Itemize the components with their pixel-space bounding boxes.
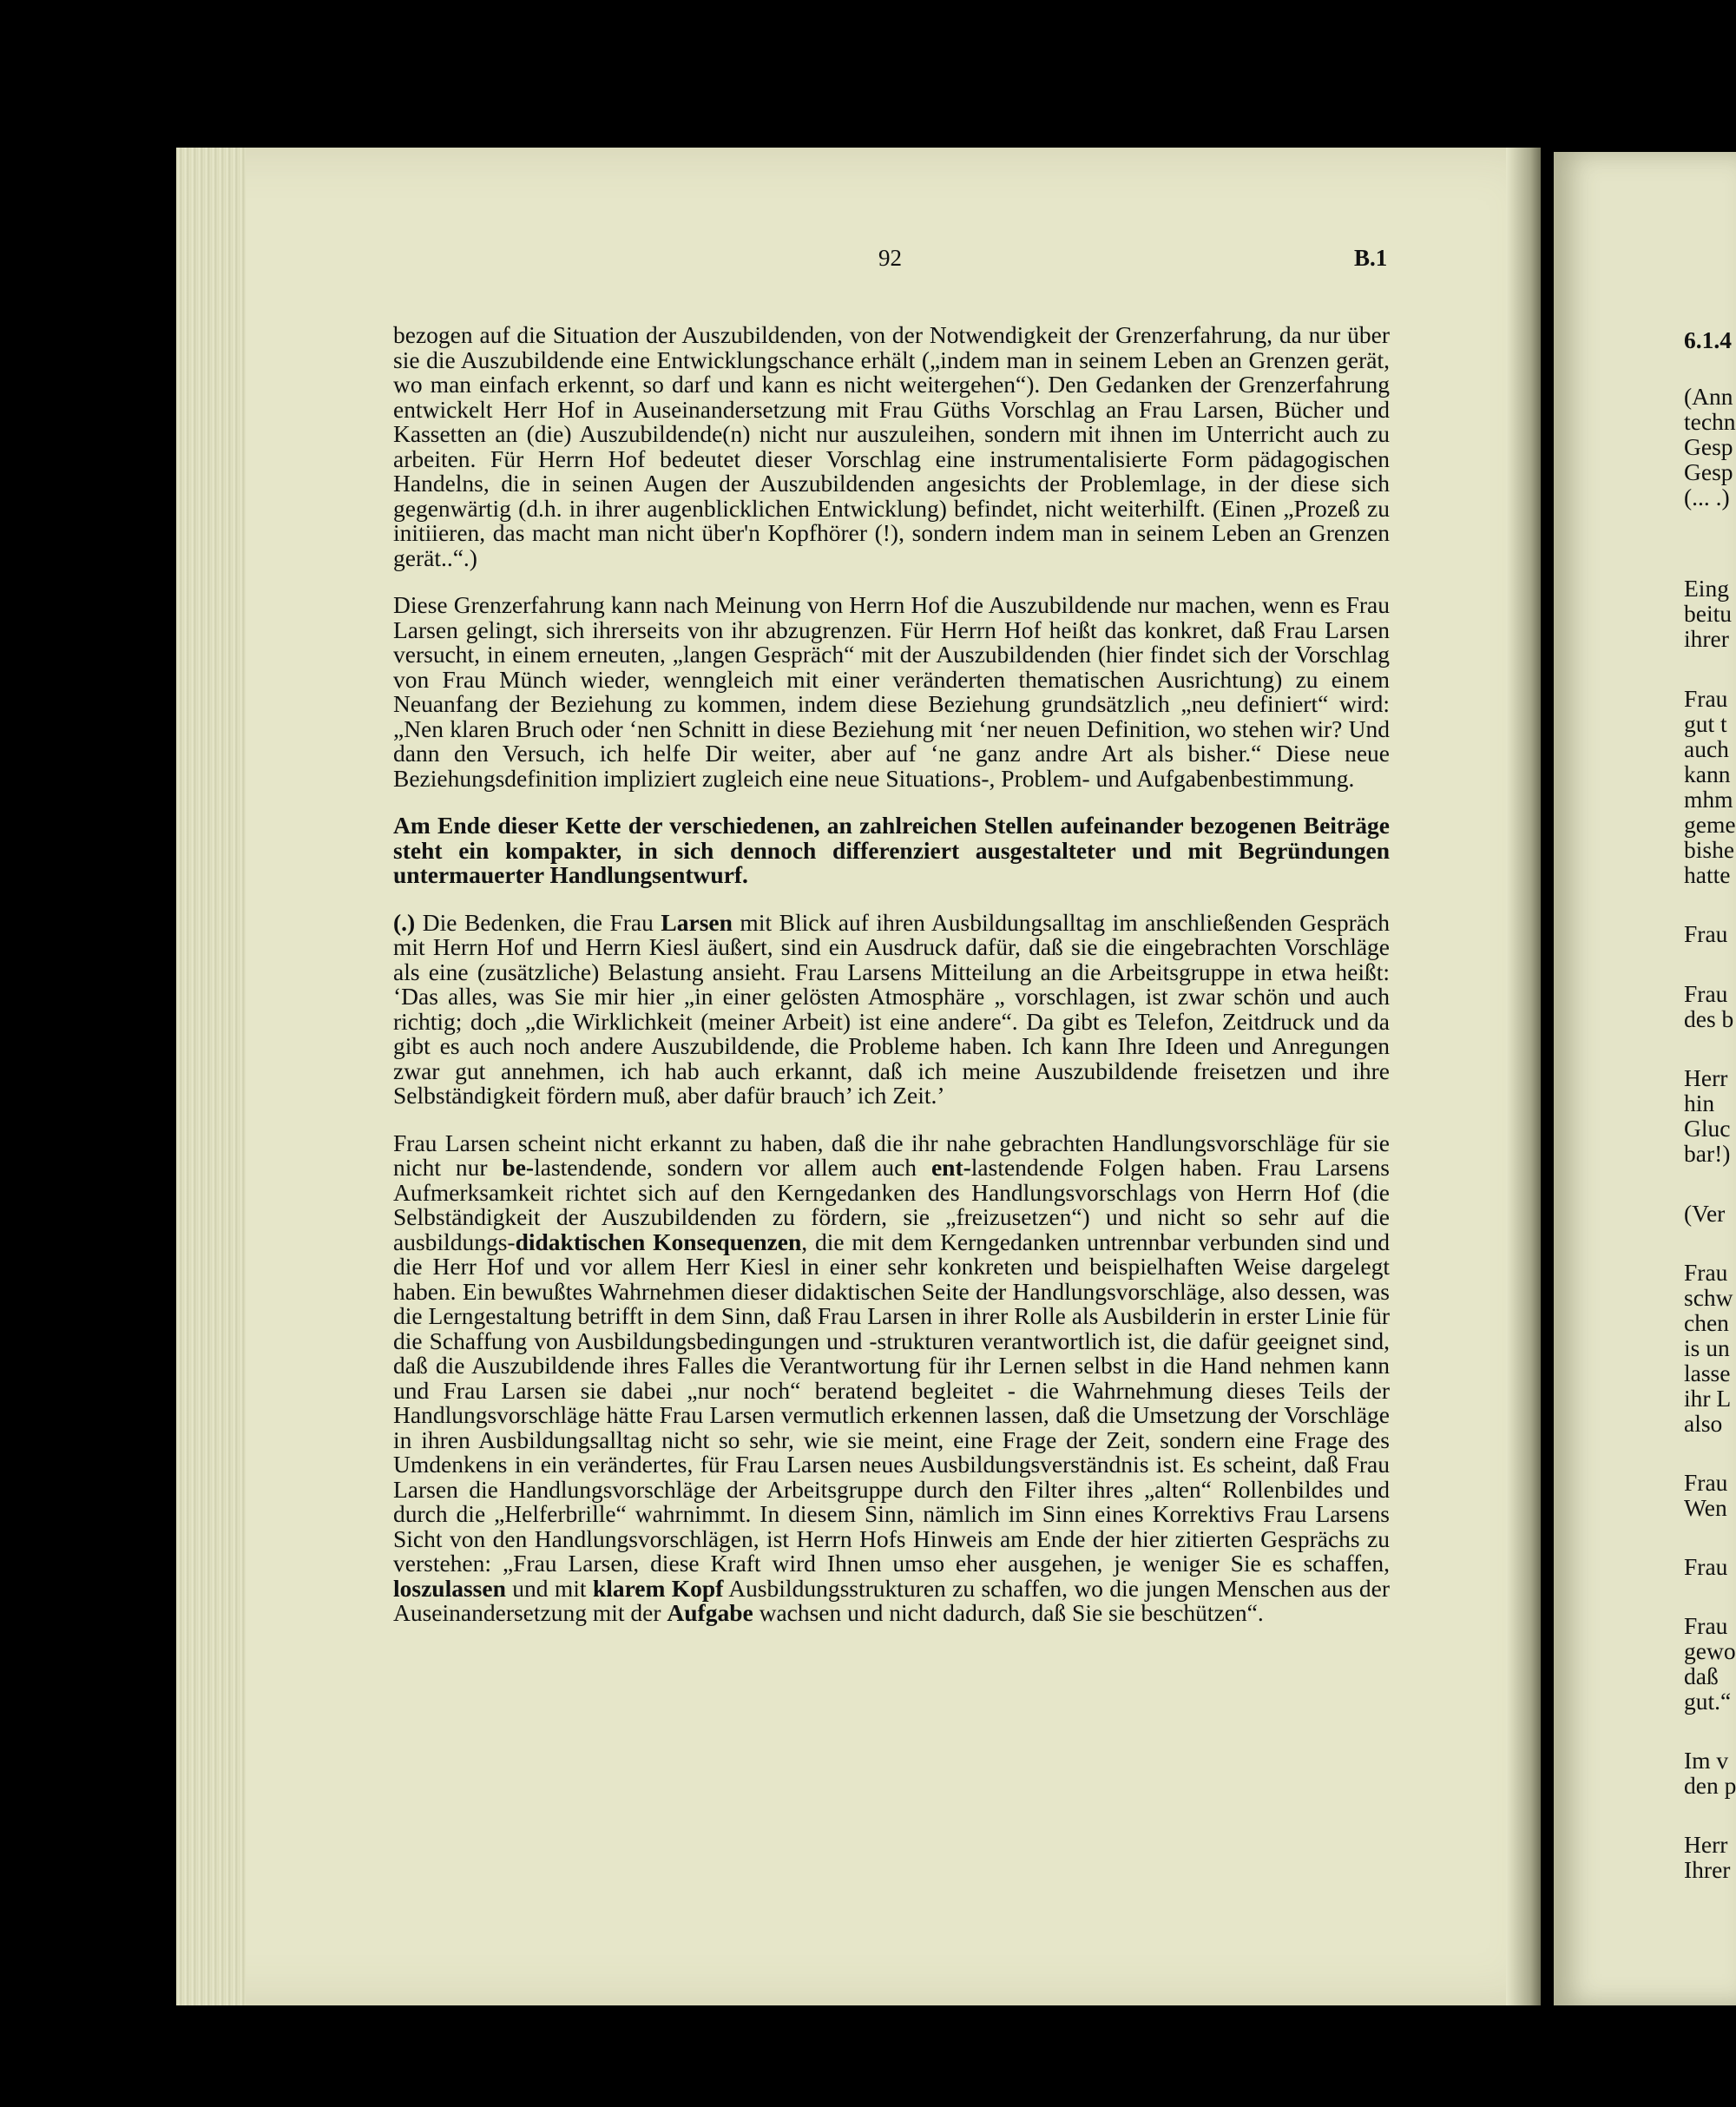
- p5-bold-konsequenzen: didaktischen Konsequenzen: [515, 1228, 802, 1255]
- right-fragment: Frau: [1684, 687, 1728, 712]
- paragraph-3-bold: Am Ende dieser Kette der verschiedenen, an zahlreichen Stellen aufeinander bezogenen Beiträge steht ein kompakter, in sich dennoch differenziert ausgestalteter und mit Begründungen untermauerter Handlungsentwurf.: [393, 812, 1390, 888]
- right-fragment: mhm: [1684, 787, 1733, 813]
- p5-text-g: , die mit dem Kerngedanken untrennbar verbunden sind und die Herr Hof und vor allem Herr Kiesl in einer sehr konkreten und beispielhaften Weise dargelegt haben. Ein bewußtes Wahrnehmen dieser didaktischen Seite der Handlungsvorschläge, also dessen, was die Lerngestaltung betrifft in dem Sinn, daß Frau Larsen in ihrer Rolle als Ausbilderin in erster Linie für die Schaffung von Ausbildungsbedingungen und -strukturen verantwortlich ist, die dafür geeignet sind, daß die Auszubildende ihres Falles die Verantwortung für ihr Lernen selbst in die Hand nehmen kann und Frau Larsen sie dabei „nur noch“ beratend begleitet - die Wahrnehmung dieses Teils der Handlungsvorschläge hätte Frau Larsen vermutlich erkennen lassen, daß die Umsetzung der Vorschläge in ihren Ausbildungsalltag nicht so sehr, wie sie meint, eine Frage der Zeit, sondern eine Frage des Umdenkens in ein verändertes, für Frau Larsen neues Ausbildungsverständnis ist. Es scheint, daß Frau Larsen die Handlungsvorschläge der Arbeitsgruppe durch den Filter ihres „alten“ Rollenbildes und durch die „Helferbrille“ wahrnimmt. In diesem Sinn, nämlich im Sinn eines Korrektivs Frau Larsens Sicht von den Handlungsvorschlägen, ist Herrn Hofs Hinweis am Ende der hier zitierten Gesprächs zu verstehen: „Frau Larsen, diese Kraft wird Ihnen umso eher ausgehen, je weniger Sie es schaffen,: [393, 1228, 1390, 1577]
- right-fragment: 6.1.4: [1684, 328, 1732, 353]
- right-fragment: is un: [1684, 1336, 1730, 1361]
- right-fragment: bar!): [1684, 1142, 1731, 1167]
- p5-text-c: lastendende, sondern vor allem auch: [534, 1154, 931, 1181]
- right-fragment: auch: [1684, 737, 1729, 762]
- right-fragment: Frau: [1684, 1261, 1728, 1286]
- right-fragment: Gesp: [1684, 435, 1733, 460]
- right-fragment: ihr L: [1684, 1386, 1732, 1412]
- right-fragment: techn: [1684, 410, 1736, 435]
- paragraph-2: Diese Grenzerfahrung kann nach Meinung von Herrn Hof die Auszubildende nur machen, wenn es Frau Larsen gelingt, sich ihrerseits von ihr abzugrenzen. Für Herrn Hof heißt das konkret, daß Frau Larsen versucht, in einem erneuten, „langen Gespräch“ mit der Auszubildenden (hier findet sich der Vorschlag von Frau Münch wieder, wenngleich mit einer veränderten thematischen Ausrichtung) zu einem Neuanfang der Beziehung zu kommen, indem diese Beziehung grundsätzlich „neu definiert“ wird: „Nen klaren Bruch oder ‘nen Schnitt in diese Beziehung mit ‘ner neuen Definition, wo stehen wir? Und dann den Versuch, ich helfe Dir weiter, aber auf ‘ne ganz andre Art als bisher.“ Diese neue Beziehungsdefinition impliziert zugleich eine neue Situations-, Problem- und Aufgabenbestimmung.: [393, 591, 1390, 792]
- right-fragment: Herr: [1684, 1066, 1728, 1091]
- right-fragment: lasse: [1684, 1361, 1731, 1386]
- right-fragment: Ihrer: [1684, 1858, 1731, 1883]
- right-fragment: chen: [1684, 1311, 1729, 1336]
- right-fragment: hatte: [1684, 863, 1731, 888]
- p5-text-e: lastendende Folgen haben. Frau Larsens Aufmerksamkeit richtet sich auf den Kerngedanken des Handlungsvorschlags von Herrn Hof (die Selbständigkeit der Auszubildenden zu fördern, sie „freizusetzen“) und nicht so sehr auf die ausbildungs-: [393, 1154, 1390, 1255]
- right-fragment: geme: [1684, 813, 1736, 838]
- right-fragment: ihrer: [1684, 627, 1729, 652]
- right-fragment: Frau: [1684, 1614, 1728, 1639]
- right-fragment: gut.“: [1684, 1689, 1732, 1715]
- p5-bold-aufgabe: Aufgabe: [667, 1599, 753, 1626]
- right-fragment: Frau: [1684, 1555, 1728, 1580]
- page-stack-edge: [176, 148, 246, 2005]
- right-fragment: Frau: [1684, 1471, 1728, 1496]
- right-fragment: Herr: [1684, 1833, 1728, 1858]
- right-fragment: hin: [1684, 1091, 1715, 1116]
- page-number: 92: [878, 245, 902, 271]
- right-fragment: gewo: [1684, 1639, 1736, 1664]
- right-fragment: Gesp: [1684, 460, 1733, 485]
- p4-text-b: mit Blick auf ihren Ausbildungsalltag im anschließenden Gespräch mit Herrn Hof und Herrn Kiesl äußert, sind ein Ausdruck dafür, daß sie die eingebrachten Vorschläge als eine (zusätzliche) Belastung ansieht. Frau Larsens Mitteilung an die Arbeitsgruppe in etwa heißt: ‘Das alles, was Sie mir hier „in einer gelösten Atmosphäre „ vorschlagen, ist zwar schön und auch richtig; doch „die Wirklichkeit (meiner Arbeit) ist eine andere“. Da gibt es Telefon, Zeitdruck und da gibt es auch noch andere Auszubildende, die Probleme haben. Ich kann Ihre Ideen und Anregungen zwar gut annehmen, ich hab auch erkannt, daß ich meine Auszubildende freisetzen und ihre Selbständigkeit fördern muß, aber dafür brauch’ ich Zeit.’: [393, 908, 1391, 1109]
- right-fragment: (... .): [1684, 485, 1730, 510]
- right-fragment: daß: [1684, 1664, 1719, 1689]
- paragraph-4: [393, 908, 1391, 1109]
- main-text-column: [393, 323, 1390, 1626]
- right-fragment: des b: [1684, 1007, 1734, 1032]
- right-fragment: Wen: [1684, 1496, 1727, 1521]
- paragraph-1: bezogen auf die Situation der Auszubildenden, von der Notwendigkeit der Grenzerfahrung, da nur über sie die Auszubildende eine Entwicklungschance erhält („indem man in seinem Leben an Grenzen gerät, wo man einfach erkennt, so darf und kann es nicht weitergehen“). Den Gedanken der Grenzerfahrung entwickelt Herr Hof in Auseinandersetzung mit Frau Güths Vorschlag an Frau Larsen, Bücher und Kassetten an (die) Auszubildende(n) nicht nur auszuleihen, sondern mit ihnen im Unterricht auch zu arbeiten. Für Herrn Hof bedeutet dieser Vorschlag eine instrumentalisierte Form pädagogischen Handelns, die in seinen Augen der Auszubildenden angesichts der Problemlage, in der diese sich gegenwärtig (d.h. in ihrer augenblicklichen Entwicklung) befindet, nicht weiterhilft. (Einen „Prozeß zu initiieren, das macht man nicht über'n Kopfhörer (!), sondern indem man in seinem Leben an Grenzen gerät..“.): [393, 321, 1390, 571]
- right-fragment: Frau: [1684, 922, 1728, 947]
- p5-text-i: und mit: [505, 1574, 593, 1602]
- right-fragment: Gluc: [1684, 1116, 1731, 1142]
- right-fragment: also: [1684, 1412, 1723, 1437]
- chapter-label: B.1: [1354, 245, 1388, 271]
- p5-text-k: Ausbildungsstrukturen zu schaffen, wo die jungen Menschen aus der Auseinandersetzung mit der: [393, 1574, 1390, 1626]
- right-fragment: kann: [1684, 762, 1731, 787]
- right-fragment: Im v: [1684, 1748, 1729, 1774]
- p5-text-a: Frau Larsen scheint nicht erkannt zu haben, daß die ihr nahe gebrachten Handlungsvorschläge für sie nicht nur: [393, 1129, 1390, 1181]
- p4-text-a: Die Bedenken, die Frau: [415, 908, 661, 936]
- p5-bold-be: be-: [502, 1154, 535, 1181]
- right-fragment: beitu: [1684, 602, 1732, 627]
- p5-bold-loszulassen: loszulassen: [393, 1574, 506, 1602]
- right-fragment: (Ver: [1684, 1202, 1726, 1227]
- right-fragment: Eing: [1684, 576, 1729, 602]
- right-fragment: Frau: [1684, 982, 1728, 1007]
- right-fragment: schw: [1684, 1286, 1733, 1311]
- book-gutter: [1506, 148, 1541, 2005]
- p5-bold-ent: ent-: [930, 1154, 971, 1181]
- right-fragment: den p: [1684, 1774, 1736, 1799]
- p4-marker: (.): [393, 908, 416, 936]
- p5-bold-klarem-kopf: klarem Kopf: [592, 1574, 724, 1602]
- right-fragment: bishe: [1684, 838, 1735, 863]
- right-fragment: (Ann: [1684, 385, 1733, 410]
- paragraph-5: [393, 1131, 1390, 1626]
- right-fragment: gut t: [1684, 712, 1727, 737]
- p4-bold-larsen: Larsen: [661, 908, 733, 936]
- p5-text-m: wachsen und nicht dadurch, daß Sie sie beschützen“.: [753, 1599, 1264, 1626]
